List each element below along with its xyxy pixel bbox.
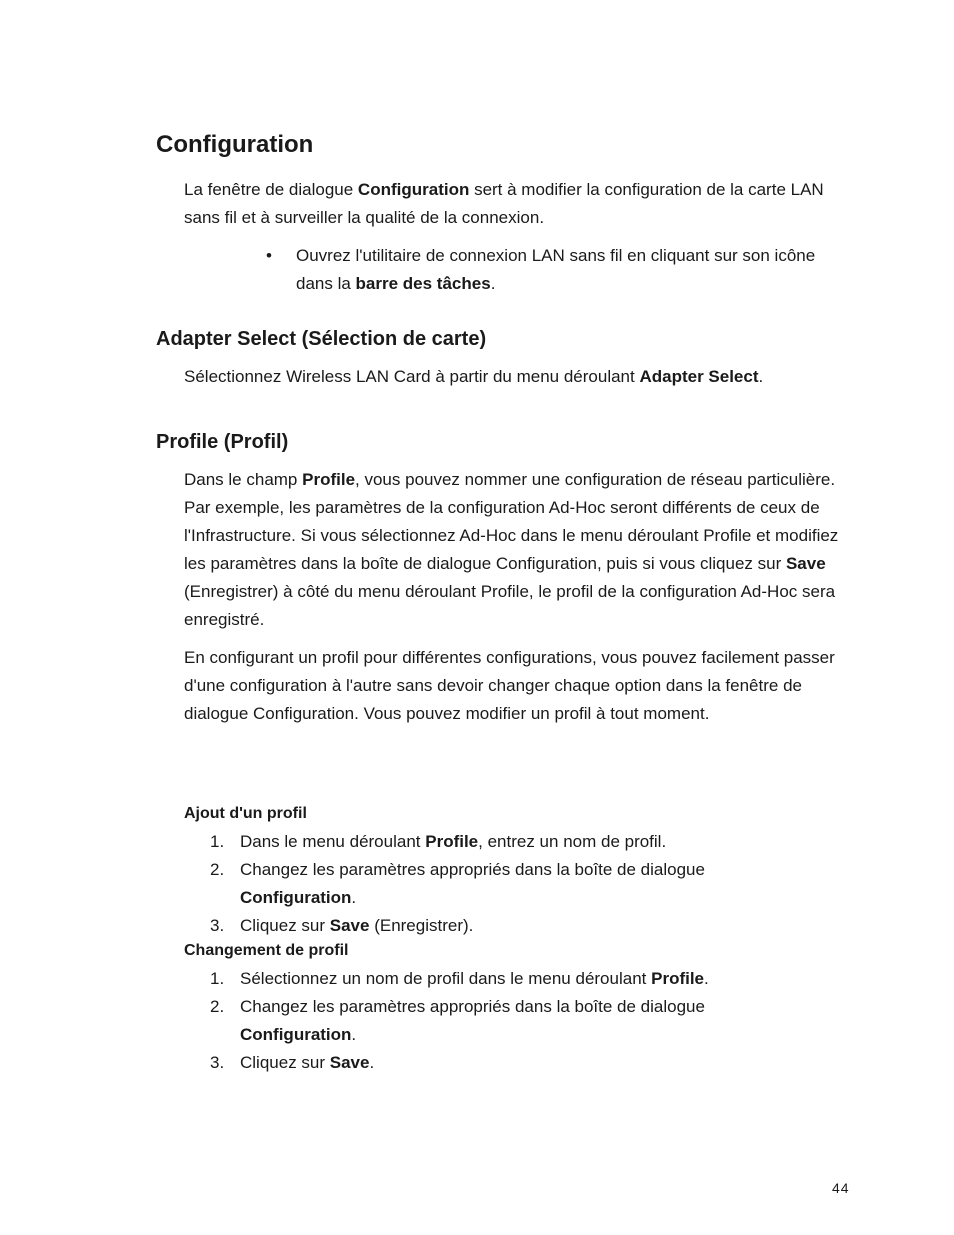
step-text-end: . bbox=[704, 969, 709, 988]
list-item bbox=[210, 993, 810, 1049]
adapter-bold-adapter-select: Adapter Select bbox=[639, 367, 759, 386]
profile-paragraph-1 bbox=[184, 466, 840, 634]
profile-heading: Profile (Profil) bbox=[156, 431, 289, 453]
list-item bbox=[210, 856, 810, 912]
step-number: 2. bbox=[210, 997, 225, 1016]
bullet-icon: • bbox=[266, 246, 272, 265]
bullet-bold-taskbar: barre des tâches bbox=[355, 274, 491, 293]
change-profile-steps bbox=[210, 965, 810, 1077]
profile-p1-text-3: (Enregistrer) à côté du menu déroulant Profile, le profil de la configuration Ad-Hoc sera enregistré. bbox=[184, 582, 836, 629]
profile-paragraph-2: En configurant un profil pour différentes configurations, vous pouvez facilement passer d'une configuration à l'autre sans devoir changer chaque option dans la fenêtre de dialogue Configuration. Vous pouvez modifier un profil à tout moment. bbox=[184, 648, 835, 723]
step-number: 3. bbox=[210, 916, 225, 935]
intro-text-1: La fenêtre de dialogue bbox=[184, 180, 358, 199]
step-number: 3. bbox=[210, 1053, 225, 1072]
step-number: 2. bbox=[210, 860, 225, 879]
step-bold: Configuration bbox=[240, 1025, 352, 1044]
profile-p1-bold-save: Save bbox=[785, 554, 826, 573]
step-bold: Configuration bbox=[240, 888, 352, 907]
list-item bbox=[210, 1049, 810, 1077]
step-number: 1. bbox=[210, 969, 225, 988]
bullet-text-1: Ouvrez l'utilitaire de connexion LAN sans fil en cliquant sur son icône dans la bbox=[296, 246, 816, 293]
adapter-text-2: . bbox=[758, 367, 764, 386]
intro-text-2: sert à modifier la configuration de la carte LAN sans fil et à surveiller la qualité de la connexion. bbox=[184, 180, 824, 227]
step-bold: Save bbox=[329, 1053, 370, 1072]
list-item bbox=[210, 912, 810, 940]
profile-p1-bold-profile: Profile bbox=[302, 470, 356, 489]
step-text: Changez les paramètres appropriés dans la boîte de dialogue bbox=[240, 997, 705, 1016]
adapter-select-heading: Adapter Select (Sélection de carte) bbox=[156, 328, 487, 350]
page-number: 44 bbox=[832, 1180, 850, 1196]
step-text-end: . bbox=[369, 1053, 375, 1072]
intro-paragraph bbox=[184, 176, 840, 232]
profile-p1-text-1: Dans le champ bbox=[184, 470, 303, 489]
step-text: Cliquez sur bbox=[240, 916, 330, 935]
step-bold: Profile bbox=[651, 969, 705, 988]
adapter-select-paragraph bbox=[184, 363, 840, 391]
bullet-text-2: . bbox=[490, 274, 496, 293]
taskbar-bullet bbox=[266, 242, 836, 298]
add-profile-steps bbox=[210, 828, 810, 940]
step-text-end: . bbox=[351, 888, 357, 907]
bullet-text bbox=[296, 242, 836, 298]
change-profile-heading: Changement de profil bbox=[184, 942, 349, 959]
step-text-end: (Enregistrer). bbox=[369, 916, 474, 935]
page-title: Configuration bbox=[156, 131, 314, 158]
intro-bold-configuration: Configuration bbox=[357, 180, 470, 199]
add-profile-heading: Ajout d'un profil bbox=[184, 805, 307, 822]
step-text: Dans le menu déroulant bbox=[240, 832, 426, 851]
list-item bbox=[210, 828, 810, 856]
profile-p1-text-2: , vous pouvez nommer une configuration de réseau particulière. Par exemple, les paramètres de la configuration Ad-Hoc seront différents de ceux de l'Infrastructure. Si vous sélectionnez Ad-Hoc dans le menu déroulant Profile et modifiez les paramètres dans la boîte de dialogue Configuration, puis si vous cliquez sur bbox=[184, 470, 839, 573]
step-text: Cliquez sur bbox=[240, 1053, 330, 1072]
step-text-end: , entrez un nom de profil. bbox=[478, 832, 667, 851]
step-bold: Profile bbox=[425, 832, 479, 851]
step-text: Changez les paramètres appropriés dans la boîte de dialogue bbox=[240, 860, 705, 879]
step-number: 1. bbox=[210, 832, 225, 851]
adapter-text-1: Sélectionnez Wireless LAN Card à partir du menu déroulant bbox=[184, 367, 640, 386]
step-text: Sélectionnez un nom de profil dans le menu déroulant bbox=[240, 969, 652, 988]
list-item bbox=[210, 965, 810, 993]
step-text-end: . bbox=[351, 1025, 357, 1044]
step-bold: Save bbox=[329, 916, 370, 935]
